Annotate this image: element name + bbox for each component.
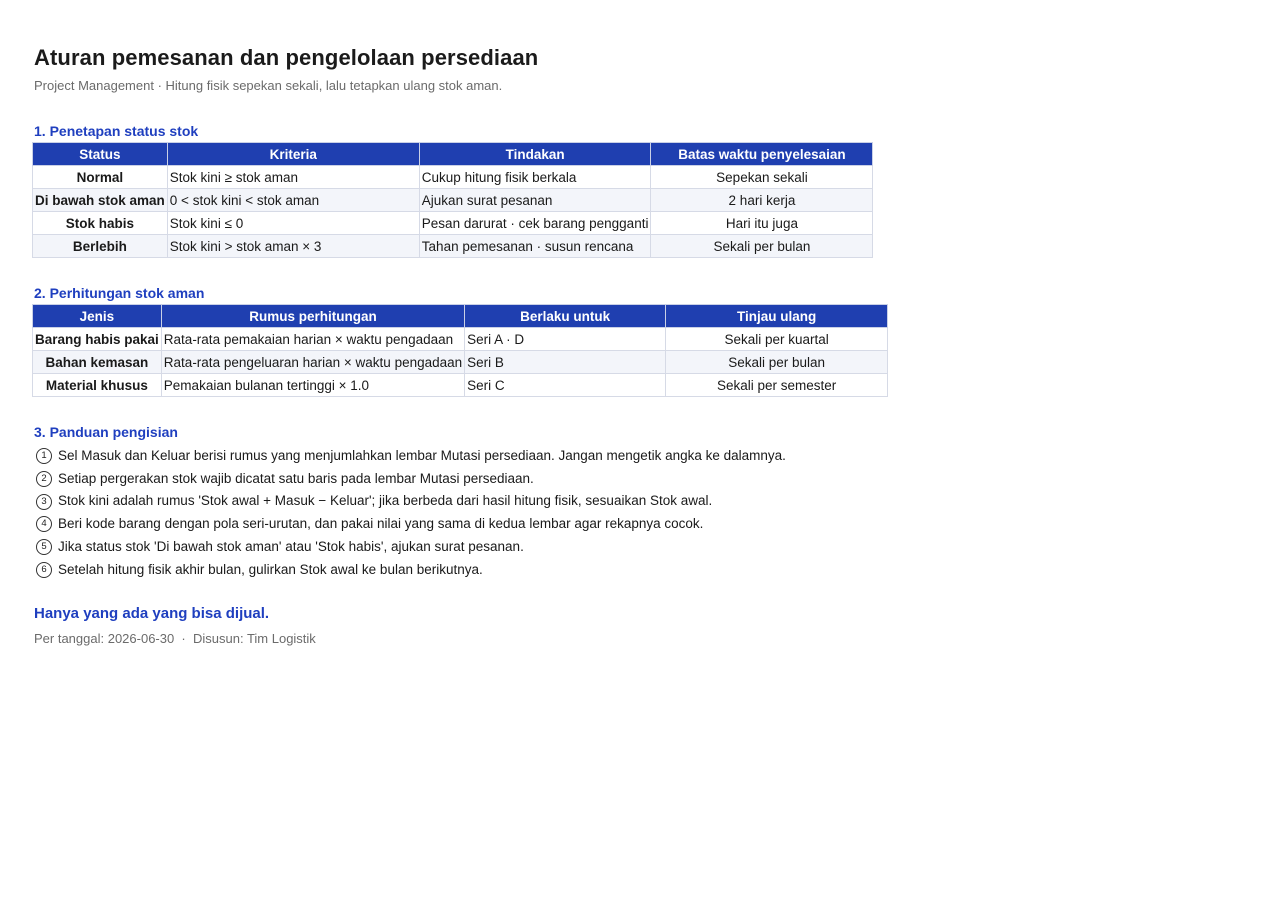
- safety-stock-table: [32, 304, 888, 397]
- guide-text: Sel Masuk dan Keluar berisi rumus yang menjumlahkan lembar Mutasi persediaan. Jangan mengetik angka ke dalamnya.: [58, 448, 786, 463]
- footer-meta: Per tanggal: 2026-06-30 · Disusun: Tim Logistik: [34, 631, 316, 647]
- action-cell[interactable]: Ajukan surat pesanan: [419, 189, 651, 212]
- section-safety-stock: [34, 284, 1272, 397]
- table-row: [33, 212, 873, 235]
- action-cell[interactable]: Tahan pemesanan · susun rencana: [419, 235, 651, 258]
- criteria-cell[interactable]: Stok kini ≥ stok aman: [167, 166, 419, 189]
- table-header-row: [33, 305, 888, 328]
- page-title: Aturan pemesanan dan pengelolaan persediaan: [34, 45, 539, 70]
- circled-number-icon: 6: [36, 562, 52, 578]
- status-cell[interactable]: Normal: [33, 166, 168, 189]
- formula-cell[interactable]: Pemakaian bulanan tertinggi × 1.0: [161, 374, 464, 397]
- criteria-cell[interactable]: Stok kini ≤ 0: [167, 212, 419, 235]
- type-cell[interactable]: Barang habis pakai: [33, 328, 162, 351]
- column-header[interactable]: Jenis: [33, 305, 162, 328]
- guide-text: Beri kode barang dengan pola seri-urutan, dan pakai nilai yang sama di kedua lembar agar rekapnya cocok.: [58, 516, 704, 532]
- column-header[interactable]: Tinjau ulang: [666, 305, 888, 328]
- table-row: [33, 166, 873, 189]
- criteria-cell[interactable]: Stok kini > stok aman × 3: [167, 235, 419, 258]
- section-title: 2. Perhitungan stok aman: [34, 285, 205, 301]
- applies-cell[interactable]: Seri A · D: [465, 328, 666, 351]
- page-subtitle: Project Management · Hitung fisik sepekan sekali, lalu tetapkan ulang stok aman.: [34, 78, 503, 93]
- review-cell[interactable]: Sekali per kuartal: [666, 328, 888, 351]
- circled-number-icon: 4: [36, 516, 52, 532]
- review-cell[interactable]: Sekali per semester: [666, 374, 888, 397]
- guide-list: [34, 445, 1272, 581]
- deadline-cell[interactable]: Hari itu juga: [651, 212, 873, 235]
- table-header-row: [33, 143, 873, 166]
- list-item: [34, 513, 1272, 536]
- section-stock-status: [34, 122, 1272, 258]
- circled-number-icon: 1: [36, 448, 52, 464]
- list-item: [34, 445, 1272, 468]
- table-row: [33, 351, 888, 374]
- circled-number-icon: 5: [36, 539, 52, 555]
- column-header[interactable]: Kriteria: [167, 143, 419, 166]
- column-header[interactable]: Rumus perhitungan: [161, 305, 464, 328]
- guide-text: Setelah hitung fisik akhir bulan, gulirkan Stok awal ke bulan berikutnya.: [58, 561, 483, 577]
- type-cell[interactable]: Bahan kemasan: [33, 351, 162, 374]
- status-cell[interactable]: Di bawah stok aman: [33, 189, 168, 212]
- criteria-cell[interactable]: 0 < stok kini < stok aman: [167, 189, 419, 212]
- list-item: [34, 468, 1272, 491]
- column-header[interactable]: Berlaku untuk: [465, 305, 666, 328]
- circled-number-icon: 3: [36, 494, 52, 510]
- table-row: [33, 189, 873, 212]
- deadline-cell[interactable]: Sepekan sekali: [651, 166, 873, 189]
- column-header[interactable]: Tindakan: [419, 143, 651, 166]
- table-row: [33, 328, 888, 351]
- status-cell[interactable]: Berlebih: [33, 235, 168, 258]
- applies-cell[interactable]: Seri C: [465, 374, 666, 397]
- section-title: 1. Penetapan status stok: [34, 123, 199, 139]
- closing-statement: Hanya yang ada yang bisa dijual.: [34, 605, 270, 623]
- formula-cell[interactable]: Rata-rata pengeluaran harian × waktu pengadaan: [161, 351, 464, 374]
- guide-text: Setiap pergerakan stok wajib dicatat satu baris pada lembar Mutasi persediaan.: [58, 470, 534, 486]
- action-cell[interactable]: Pesan darurat · cek barang pengganti: [419, 212, 651, 235]
- circled-number-icon: 2: [36, 471, 52, 487]
- guide-text: Stok kini adalah rumus 'Stok awal + Masuk − Keluar'; jika berbeda dari hasil hitung fisik, sesuaikan Stok awal.: [58, 493, 713, 509]
- list-item: [34, 536, 1272, 559]
- review-cell[interactable]: Sekali per bulan: [666, 351, 888, 374]
- column-header[interactable]: Status: [33, 143, 168, 166]
- guide-text: Jika status stok 'Di bawah stok aman' atau 'Stok habis', ajukan surat pesanan.: [58, 538, 524, 554]
- list-item: [34, 490, 1272, 513]
- stock-status-table: [32, 142, 873, 258]
- column-header[interactable]: Batas waktu penyelesaian: [651, 143, 873, 166]
- applies-cell[interactable]: Seri B: [465, 351, 666, 374]
- deadline-cell[interactable]: 2 hari kerja: [651, 189, 873, 212]
- list-item: [34, 559, 1272, 582]
- table-row: [33, 374, 888, 397]
- section-title: 3. Panduan pengisian: [34, 424, 178, 440]
- formula-cell[interactable]: Rata-rata pemakaian harian × waktu pengadaan: [161, 328, 464, 351]
- section-guide: [34, 423, 1272, 581]
- action-cell[interactable]: Cukup hitung fisik berkala: [419, 166, 651, 189]
- type-cell[interactable]: Material khusus: [33, 374, 162, 397]
- status-cell[interactable]: Stok habis: [33, 212, 168, 235]
- deadline-cell[interactable]: Sekali per bulan: [651, 235, 873, 258]
- table-row: [33, 235, 873, 258]
